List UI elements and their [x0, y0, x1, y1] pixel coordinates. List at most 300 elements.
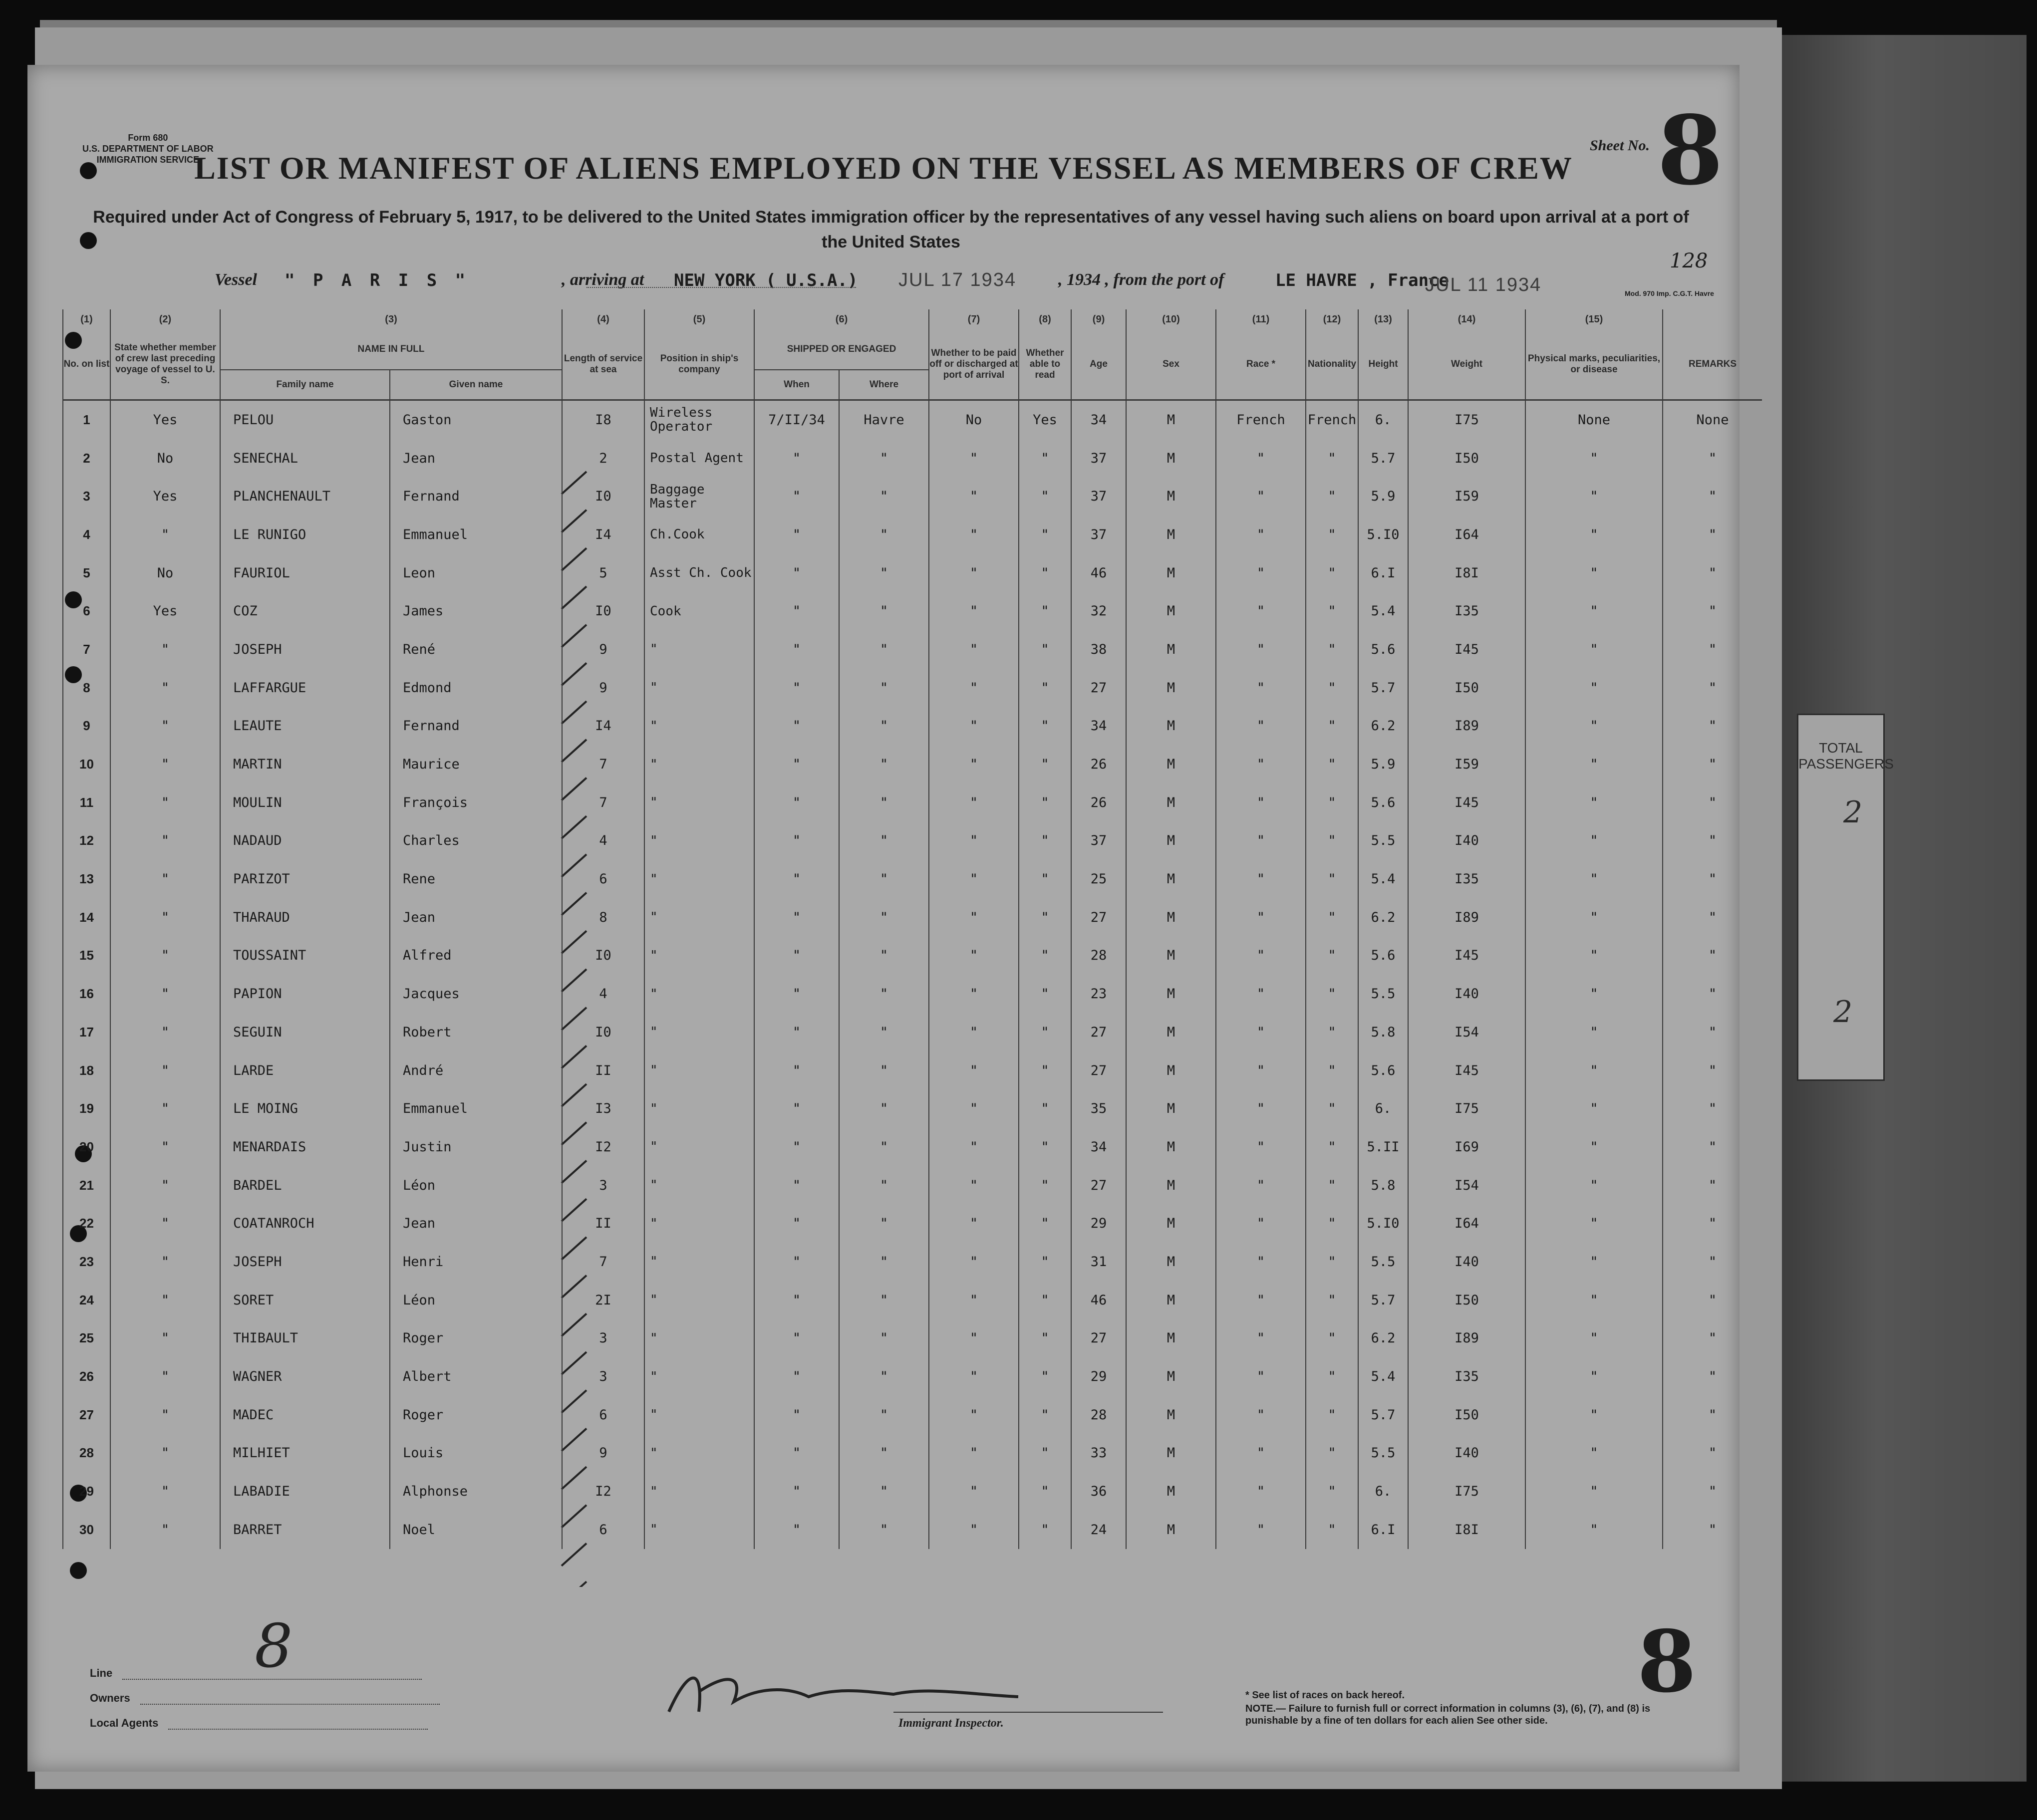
paid-off-cell: ": [929, 1319, 1019, 1358]
length-of-service-cell: 9: [562, 1434, 644, 1473]
family-name-cell: LE MOING: [220, 1089, 390, 1128]
height-cell: 5.I0: [1358, 1204, 1408, 1243]
shipped-when-cell: 7/II/34: [754, 400, 839, 439]
vessel-label: Vessel: [215, 270, 257, 289]
position-cell: ": [644, 669, 754, 707]
given-name-cell: Fernand: [390, 477, 562, 516]
able-to-read-cell: Yes: [1019, 400, 1071, 439]
sex-cell: M: [1126, 822, 1216, 860]
header-nationality: Nationality: [1306, 329, 1358, 400]
able-to-read-cell: ": [1019, 1243, 1071, 1281]
previous-voyage-cell: ": [110, 745, 220, 783]
paid-off-cell: ": [929, 1396, 1019, 1434]
weight-cell: I35: [1408, 860, 1525, 898]
given-name-cell: Roger: [390, 1319, 562, 1358]
shipped-where-cell: ": [839, 745, 929, 783]
previous-voyage-cell: ": [110, 1051, 220, 1090]
sex-cell: M: [1126, 1013, 1216, 1051]
nationality-cell: ": [1306, 898, 1358, 937]
age-cell: 26: [1071, 783, 1126, 822]
remarks-cell: ": [1663, 1396, 1762, 1434]
weight-cell: I59: [1408, 477, 1525, 516]
colnum: (7): [929, 309, 1019, 329]
vessel-rule: [586, 287, 856, 288]
sex-cell: M: [1126, 1204, 1216, 1243]
age-cell: 46: [1071, 1281, 1126, 1319]
family-name-cell: JOSEPH: [220, 630, 390, 669]
physical-marks-cell: ": [1525, 1281, 1663, 1319]
year-from-label: , 1934 , from the port of: [1058, 270, 1224, 289]
family-name-cell: NADAUD: [220, 822, 390, 860]
tally-mark-2: 2: [1833, 995, 1853, 1030]
given-name-cell: Leon: [390, 554, 562, 592]
paid-off-cell: ": [929, 592, 1019, 630]
previous-voyage-cell: ": [110, 707, 220, 746]
position-cell: Asst Ch. Cook: [644, 554, 754, 592]
physical-marks-cell: ": [1525, 669, 1663, 707]
race-cell: ": [1216, 1204, 1306, 1243]
table-row: [63, 630, 1762, 669]
check-mark: [562, 1581, 586, 1587]
sex-cell: M: [1126, 1089, 1216, 1128]
sex-cell: M: [1126, 477, 1216, 516]
local-agents-label: Local Agents: [90, 1717, 159, 1729]
paid-off-cell: ": [929, 1128, 1019, 1166]
family-name-cell: PAPION: [220, 975, 390, 1013]
row-number-cell: 19: [63, 1089, 110, 1128]
shipped-where-cell: ": [839, 1166, 929, 1205]
shipped-where-cell: ": [839, 937, 929, 975]
nationality-cell: ": [1306, 669, 1358, 707]
given-name-cell: Jean: [390, 898, 562, 937]
remarks-cell: ": [1663, 975, 1762, 1013]
height-cell: 5.7: [1358, 1281, 1408, 1319]
header-race: Race *: [1216, 329, 1306, 400]
age-cell: 29: [1071, 1204, 1126, 1243]
physical-marks-cell: ": [1525, 1089, 1663, 1128]
shipped-when-cell: ": [754, 1128, 839, 1166]
able-to-read-cell: ": [1019, 1396, 1071, 1434]
shipped-when-cell: ": [754, 1204, 839, 1243]
race-cell: ": [1216, 1357, 1306, 1396]
row-number-cell: 2: [63, 439, 110, 478]
sex-cell: M: [1126, 745, 1216, 783]
race-cell: ": [1216, 745, 1306, 783]
crew-manifest-table: [62, 309, 1762, 1549]
header-family-name: Family name: [220, 370, 390, 400]
age-cell: 28: [1071, 1396, 1126, 1434]
shipped-when-cell: ": [754, 745, 839, 783]
position-cell: ": [644, 1472, 754, 1511]
physical-marks-cell: ": [1525, 822, 1663, 860]
weight-cell: I50: [1408, 669, 1525, 707]
table-row: [63, 1319, 1762, 1358]
given-name-cell: Emmanuel: [390, 516, 562, 554]
previous-voyage-cell: ": [110, 669, 220, 707]
able-to-read-cell: ": [1019, 477, 1071, 516]
remarks-cell: ": [1663, 630, 1762, 669]
previous-voyage-cell: ": [110, 1281, 220, 1319]
remarks-cell: ": [1663, 1357, 1762, 1396]
table-row: [63, 1051, 1762, 1090]
row-number-cell: 9: [63, 707, 110, 746]
family-name-cell: LAFFARGUE: [220, 669, 390, 707]
length-of-service-cell: 4: [562, 975, 644, 1013]
length-of-service-cell: 6: [562, 860, 644, 898]
able-to-read-cell: ": [1019, 1434, 1071, 1473]
height-cell: 5.5: [1358, 975, 1408, 1013]
table-row: [63, 516, 1762, 554]
row-number-cell: 23: [63, 1243, 110, 1281]
table-row: [63, 1204, 1762, 1243]
able-to-read-cell: ": [1019, 745, 1071, 783]
previous-voyage-cell: ": [110, 1357, 220, 1396]
manifest-subtitle: Required under Act of Congress of February 5, 1917, to be delivered to the United States immigration officer by the representatives of any vessel having such aliens on board upon arrival at a port of the United States: [93, 208, 1689, 252]
height-cell: 5.4: [1358, 592, 1408, 630]
paid-off-cell: ": [929, 745, 1019, 783]
length-of-service-cell: I8: [562, 400, 644, 439]
header-length-of-service: Length of service at sea: [562, 329, 644, 400]
height-cell: 5.6: [1358, 937, 1408, 975]
table-row: [63, 1434, 1762, 1473]
height-cell: 6.2: [1358, 707, 1408, 746]
family-name-cell: THARAUD: [220, 898, 390, 937]
position-cell: ": [644, 630, 754, 669]
previous-voyage-cell: ": [110, 1013, 220, 1051]
shipped-where-cell: ": [839, 669, 929, 707]
shipped-where-cell: ": [839, 1434, 929, 1473]
colnum: [1663, 309, 1762, 329]
nationality-cell: ": [1306, 439, 1358, 478]
position-cell: ": [644, 822, 754, 860]
age-cell: 38: [1071, 630, 1126, 669]
family-name-cell: JOSEPH: [220, 1243, 390, 1281]
given-name-cell: Henri: [390, 1243, 562, 1281]
row-number-cell: 16: [63, 975, 110, 1013]
paid-off-cell: ": [929, 439, 1019, 478]
colnum: (5): [644, 309, 754, 329]
colnum: (9): [1071, 309, 1126, 329]
age-cell: 24: [1071, 1511, 1126, 1549]
total-passengers-label: TOTAL PASSENGERS: [1798, 740, 1894, 772]
table-row: [63, 1357, 1762, 1396]
length-of-service-cell: I0: [562, 937, 644, 975]
sheet-number-label: Sheet No.: [1590, 137, 1650, 154]
row-number-cell: 24: [63, 1281, 110, 1319]
race-cell: ": [1216, 860, 1306, 898]
shipped-when-cell: ": [754, 1511, 839, 1549]
remarks-cell: ": [1663, 1281, 1762, 1319]
header-shipped-or-engaged: SHIPPED OR ENGAGED: [754, 329, 929, 370]
shipped-when-cell: ": [754, 1357, 839, 1396]
previous-voyage-cell: ": [110, 937, 220, 975]
row-number-cell: 22: [63, 1204, 110, 1243]
age-cell: 36: [1071, 1472, 1126, 1511]
remarks-cell: ": [1663, 745, 1762, 783]
table-row: [63, 400, 1762, 439]
given-name-cell: Alfred: [390, 937, 562, 975]
colnum: (13): [1358, 309, 1408, 329]
paid-off-cell: ": [929, 1204, 1019, 1243]
sheet-number: 8: [1657, 95, 1724, 206]
given-name-cell: Rene: [390, 860, 562, 898]
shipped-when-cell: ": [754, 554, 839, 592]
age-cell: 31: [1071, 1243, 1126, 1281]
shipped-when-cell: ": [754, 630, 839, 669]
shipped-when-cell: ": [754, 1013, 839, 1051]
previous-voyage-cell: ": [110, 1472, 220, 1511]
remarks-cell: ": [1663, 1013, 1762, 1051]
given-name-cell: André: [390, 1051, 562, 1090]
shipped-when-cell: ": [754, 1281, 839, 1319]
weight-cell: I40: [1408, 975, 1525, 1013]
race-cell: ": [1216, 1319, 1306, 1358]
race-cell: ": [1216, 1396, 1306, 1434]
family-name-cell: COZ: [220, 592, 390, 630]
sex-cell: M: [1126, 592, 1216, 630]
race-cell: ": [1216, 783, 1306, 822]
race-cell: ": [1216, 1472, 1306, 1511]
race-cell: ": [1216, 898, 1306, 937]
header-position: Position in ship's company: [644, 329, 754, 400]
remarks-cell: ": [1663, 592, 1762, 630]
header-where: Where: [839, 370, 929, 400]
length-of-service-cell: 8: [562, 898, 644, 937]
table-row: [63, 745, 1762, 783]
race-cell: ": [1216, 707, 1306, 746]
remarks-cell: ": [1663, 707, 1762, 746]
arrival-date-stamp: JUL 17 1934: [898, 269, 1017, 290]
remarks-cell: ": [1663, 516, 1762, 554]
row-number-cell: 5: [63, 554, 110, 592]
paid-off-cell: ": [929, 1434, 1019, 1473]
sex-cell: M: [1126, 630, 1216, 669]
able-to-read-cell: ": [1019, 1166, 1071, 1205]
position-cell: ": [644, 1434, 754, 1473]
previous-voyage-cell: ": [110, 1204, 220, 1243]
given-name-cell: Fernand: [390, 707, 562, 746]
height-cell: 6.2: [1358, 1319, 1408, 1358]
race-cell: ": [1216, 1434, 1306, 1473]
family-name-cell: SENECHAL: [220, 439, 390, 478]
height-cell: 5.I0: [1358, 516, 1408, 554]
able-to-read-cell: ": [1019, 707, 1071, 746]
sex-cell: M: [1126, 554, 1216, 592]
family-name-cell: MOULIN: [220, 783, 390, 822]
race-cell: ": [1216, 516, 1306, 554]
sex-cell: M: [1126, 1051, 1216, 1090]
shipped-where-cell: ": [839, 516, 929, 554]
family-name-cell: LARDE: [220, 1051, 390, 1090]
form-number: Form 680: [128, 133, 168, 143]
height-cell: 6.I: [1358, 1511, 1408, 1549]
length-of-service-cell: 6: [562, 1511, 644, 1549]
age-cell: 34: [1071, 707, 1126, 746]
previous-voyage-cell: ": [110, 1511, 220, 1549]
shipped-where-cell: ": [839, 1472, 929, 1511]
age-cell: 46: [1071, 554, 1126, 592]
paid-off-cell: ": [929, 1511, 1019, 1549]
age-cell: 27: [1071, 1166, 1126, 1205]
race-cell: ": [1216, 592, 1306, 630]
given-name-cell: Gaston: [390, 400, 562, 439]
length-of-service-cell: II: [562, 1051, 644, 1090]
weight-cell: I89: [1408, 707, 1525, 746]
given-name-cell: Noel: [390, 1511, 562, 1549]
shipped-when-cell: ": [754, 707, 839, 746]
family-name-cell: WAGNER: [220, 1357, 390, 1396]
remarks-cell: ": [1663, 669, 1762, 707]
physical-marks-cell: ": [1525, 1051, 1663, 1090]
punch-hole: [80, 232, 97, 249]
race-cell: ": [1216, 630, 1306, 669]
nationality-cell: ": [1306, 1434, 1358, 1473]
height-cell: 5.6: [1358, 783, 1408, 822]
remarks-cell: ": [1663, 822, 1762, 860]
given-name-cell: Jean: [390, 1204, 562, 1243]
length-of-service-cell: 3: [562, 1357, 644, 1396]
physical-marks-cell: ": [1525, 1511, 1663, 1549]
row-number-cell: 29: [63, 1472, 110, 1511]
sex-cell: M: [1126, 1319, 1216, 1358]
given-name-cell: Jean: [390, 439, 562, 478]
nationality-cell: ": [1306, 975, 1358, 1013]
previous-voyage-cell: ": [110, 1434, 220, 1473]
length-of-service-cell: 3: [562, 1166, 644, 1205]
table-row: [63, 898, 1762, 937]
weight-cell: I8I: [1408, 554, 1525, 592]
row-number-cell: 17: [63, 1013, 110, 1051]
table-row: [63, 669, 1762, 707]
weight-cell: I40: [1408, 1434, 1525, 1473]
previous-voyage-cell: ": [110, 860, 220, 898]
race-cell: ": [1216, 477, 1306, 516]
handwritten-eight: 8: [255, 1612, 293, 1681]
family-name-cell: LABADIE: [220, 1472, 390, 1511]
age-cell: 23: [1071, 975, 1126, 1013]
colnum: (15): [1525, 309, 1663, 329]
penalty-note: NOTE.— Failure to furnish full or correct information in columns (3), (6), (7), and (8) is punishable by a fine of ten dollars for each alien See other side.: [1245, 1703, 1651, 1726]
arriving-label: , arriving at: [562, 270, 644, 289]
previous-voyage-cell: ": [110, 1128, 220, 1166]
family-name-cell: FAURIOL: [220, 554, 390, 592]
able-to-read-cell: ": [1019, 783, 1071, 822]
weight-cell: I89: [1408, 1319, 1525, 1358]
nationality-cell: ": [1306, 783, 1358, 822]
height-cell: 5.5: [1358, 1243, 1408, 1281]
race-cell: ": [1216, 1243, 1306, 1281]
shipped-where-cell: ": [839, 1089, 929, 1128]
nationality-cell: French: [1306, 400, 1358, 439]
punch-hole: [70, 1562, 87, 1579]
length-of-service-cell: 2: [562, 439, 644, 478]
previous-voyage-cell: ": [110, 898, 220, 937]
family-name-cell: THIBAULT: [220, 1319, 390, 1358]
given-name-cell: Léon: [390, 1166, 562, 1205]
position-cell: ": [644, 898, 754, 937]
age-cell: 35: [1071, 1089, 1126, 1128]
physical-marks-cell: ": [1525, 1434, 1663, 1473]
able-to-read-cell: ": [1019, 1511, 1071, 1549]
row-number-cell: 26: [63, 1357, 110, 1396]
sex-cell: M: [1126, 516, 1216, 554]
nationality-cell: ": [1306, 516, 1358, 554]
shipped-where-cell: ": [839, 1281, 929, 1319]
shipped-where-cell: ": [839, 860, 929, 898]
physical-marks-cell: ": [1525, 516, 1663, 554]
header-name-in-full: NAME IN FULL: [220, 329, 562, 370]
age-cell: 34: [1071, 1128, 1126, 1166]
row-number-cell: 20: [63, 1128, 110, 1166]
sex-cell: M: [1126, 1434, 1216, 1473]
able-to-read-cell: ": [1019, 1472, 1071, 1511]
paid-off-cell: ": [929, 1243, 1019, 1281]
able-to-read-cell: ": [1019, 516, 1071, 554]
length-of-service-cell: 9: [562, 669, 644, 707]
nationality-cell: ": [1306, 707, 1358, 746]
colnum: (1): [63, 309, 110, 329]
paid-off-cell: ": [929, 1472, 1019, 1511]
able-to-read-cell: ": [1019, 937, 1071, 975]
height-cell: 5.5: [1358, 822, 1408, 860]
height-cell: 5.6: [1358, 630, 1408, 669]
remarks-cell: ": [1663, 1472, 1762, 1511]
shipped-where-cell: ": [839, 1511, 929, 1549]
age-cell: 28: [1071, 937, 1126, 975]
physical-marks-cell: ": [1525, 1204, 1663, 1243]
position-cell: ": [644, 1166, 754, 1205]
length-of-service-cell: I4: [562, 516, 644, 554]
colnum: (14): [1408, 309, 1525, 329]
shipped-where-cell: ": [839, 1204, 929, 1243]
physical-marks-cell: ": [1525, 1319, 1663, 1358]
able-to-read-cell: ": [1019, 439, 1071, 478]
line-label: Line: [90, 1667, 113, 1679]
table-row: [63, 783, 1762, 822]
table-row: [63, 1281, 1762, 1319]
from-port: LE HAVRE , France: [1275, 270, 1449, 290]
departure-date-stamp: JUL 11 1934: [1425, 274, 1542, 295]
nationality-cell: ": [1306, 1013, 1358, 1051]
signature-line: [893, 1712, 1163, 1713]
remarks-cell: ": [1663, 1319, 1762, 1358]
sex-cell: M: [1126, 1511, 1216, 1549]
position-cell: ": [644, 707, 754, 746]
age-cell: 25: [1071, 860, 1126, 898]
able-to-read-cell: ": [1019, 975, 1071, 1013]
weight-cell: I8I: [1408, 1511, 1525, 1549]
footer-sheet-number: 8: [1637, 1612, 1697, 1712]
age-cell: 37: [1071, 477, 1126, 516]
colnum: (2): [110, 309, 220, 329]
row-number-cell: 18: [63, 1051, 110, 1090]
family-name-cell: MENARDAIS: [220, 1128, 390, 1166]
nationality-cell: ": [1306, 822, 1358, 860]
shipped-when-cell: ": [754, 1089, 839, 1128]
given-name-cell: Roger: [390, 1396, 562, 1434]
length-of-service-cell: 3: [562, 1319, 644, 1358]
shipped-where-cell: ": [839, 822, 929, 860]
nationality-cell: ": [1306, 592, 1358, 630]
physical-marks-cell: ": [1525, 1357, 1663, 1396]
race-cell: ": [1216, 937, 1306, 975]
family-name-cell: MARTIN: [220, 745, 390, 783]
given-name-cell: Maurice: [390, 745, 562, 783]
age-cell: 37: [1071, 439, 1126, 478]
remarks-cell: ": [1663, 1128, 1762, 1166]
position-cell: ": [644, 1243, 754, 1281]
age-cell: 33: [1071, 1434, 1126, 1473]
